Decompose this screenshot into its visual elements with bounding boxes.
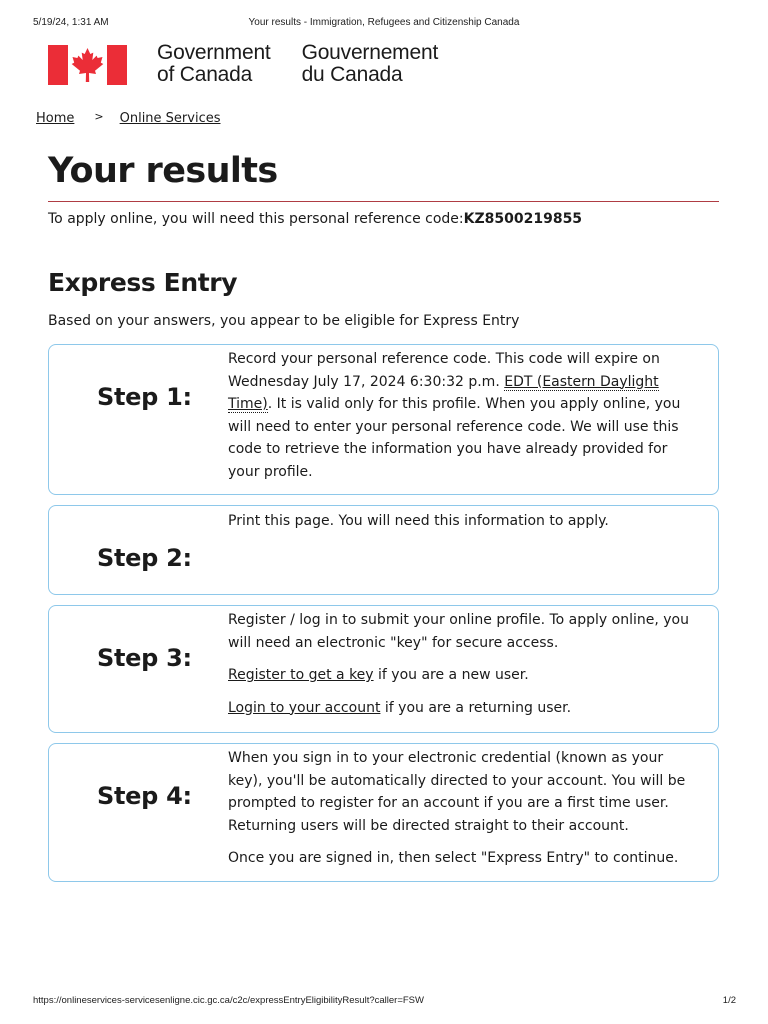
print-header [0,17,768,31]
step-label: Step 4: [97,782,192,810]
step1-text-before: Record your personal reference code. This code will expire on Wednesday July 17, 2024 6:30:32 p.m. [228,351,660,390]
signature-en-line2: of Canada [157,63,253,86]
step4-text: When you sign in to your electronic credential (known as your key), you'll be automatically directed to your account. You will be prompted to register for an account if you are a first time user. Returning users will be directed straight to their account. [228,750,686,834]
register-suffix: if you are a new user. [373,667,529,683]
print-page-number: 1/2 [722,995,736,1006]
eligibility-message: Based on your answers, you appear to be eligible for Express Entry [48,313,520,329]
reference-code-line [48,211,582,227]
breadcrumb-separator: > [94,110,104,123]
step-description [228,609,694,719]
login-suffix: if you are a returning user. [380,699,572,716]
step-label: Step 1: [97,383,192,411]
reference-code: KZ8500219855 [463,211,583,227]
signature-french [302,42,439,86]
breadcrumb-online-services-link[interactable]: Online Services [119,111,221,126]
step-label: Step 2: [97,544,192,572]
register-key-link[interactable]: Register to get a key [228,667,374,683]
step3-text: Register / log in to submit your online profile. To apply online, you will need an electronic "key" for secure access. [228,612,689,651]
breadcrumb-home-link[interactable]: Home [36,111,75,126]
step-card-1 [48,344,719,495]
print-page-title: Your results - Immigration, Refugees and Citizenship Canada [248,17,520,28]
maple-leaf-icon [70,47,105,83]
step-card-4 [48,743,719,882]
reference-code-prefix: To apply online, you will need this personal reference code: [48,211,464,227]
step-description [228,747,694,870]
page-title: Your results [48,151,278,191]
signature-english [157,42,271,86]
timezone-abbreviation[interactable]: EDT (Eastern Daylight Time) [228,373,659,412]
canada-flag-icon [48,45,127,85]
step-card-2 [48,505,719,595]
print-datetime: 5/19/24, 1:31 AM [33,17,109,28]
government-signature[interactable] [48,42,438,88]
step-label: Step 3: [97,644,192,672]
print-url: https://onlineservices-servicesenligne.cic.gc.ca/c2c/expressEntryEligibilityResult?caller=FSW [33,995,424,1006]
title-divider [48,201,719,202]
login-account-link[interactable]: Login to your account [228,699,381,716]
step1-text-after: . It is valid only for this profile. When you apply online, you will need to enter your personal reference code. We will use this code to retrieve the information you have already provided for your profile. [228,396,681,480]
section-title: Express Entry [48,268,238,297]
step2-text: Print this page. You will need this information to apply. [228,513,609,529]
signature-fr-line2: du Canada [301,63,403,86]
step-description [228,348,694,483]
step-card-3 [48,605,719,733]
print-footer [0,995,768,1009]
step-description [228,510,694,533]
signature-en-line1: Government [157,41,271,64]
signature-fr-line1: Gouvernement [301,41,439,64]
breadcrumb [36,111,221,126]
step4-text-2: Once you are signed in, then select "Express Entry" to continue. [228,850,679,866]
